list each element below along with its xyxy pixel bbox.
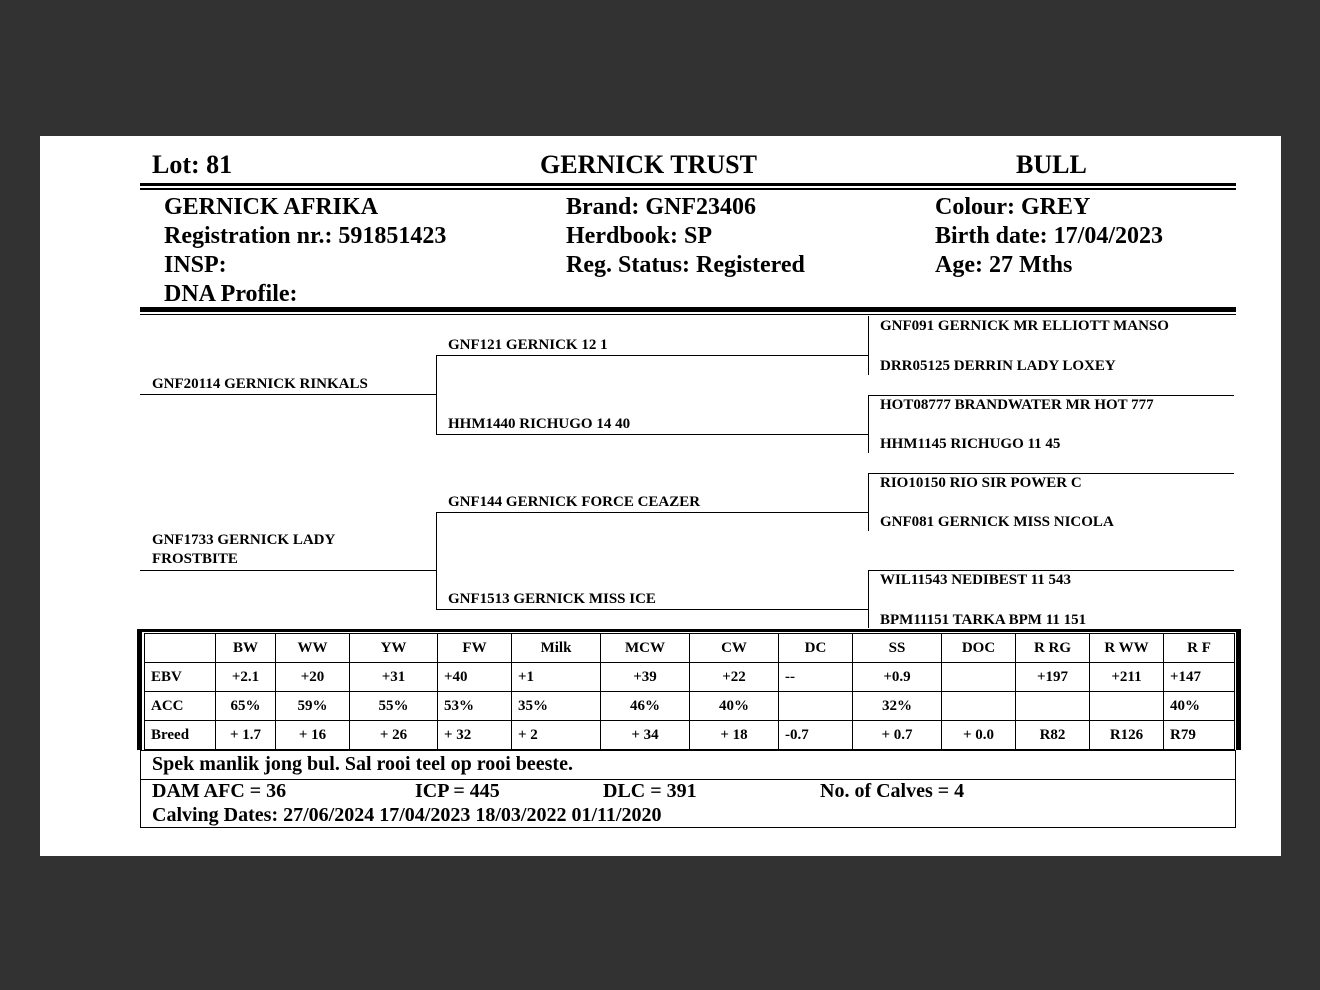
- ebv-cell: 65%: [216, 692, 276, 721]
- sd-bracket: [868, 395, 869, 453]
- dam-sire-name: GNF144 GERNICK FORCE CEAZER: [448, 494, 701, 510]
- ebv-row-label: Breed: [145, 721, 216, 750]
- ebv-cell: R79: [1164, 721, 1235, 750]
- ebv-table: [144, 633, 1235, 750]
- ebv-cell: [942, 663, 1016, 692]
- ds-line: [436, 512, 868, 513]
- ebv-cell: + 34: [601, 721, 690, 750]
- ebv-header-row: [145, 634, 1235, 663]
- ebv-cell: + 1.7: [216, 721, 276, 750]
- ebv-header-cell: DC: [779, 634, 853, 663]
- registration-number: Registration nr.: 591851423: [164, 223, 447, 249]
- lot-number: Lot: 81: [152, 150, 233, 179]
- ebv-cell: --: [779, 663, 853, 692]
- ebv-cell: 53%: [438, 692, 512, 721]
- ebv-row-label: ACC: [145, 692, 216, 721]
- insp-label: INSP:: [164, 252, 227, 278]
- icp: ICP = 445: [415, 780, 500, 802]
- ebv-cell: + 2: [512, 721, 601, 750]
- sd-line: [436, 434, 868, 435]
- ebv-header-cell: YW: [350, 634, 438, 663]
- ebv-cell: 46%: [601, 692, 690, 721]
- ebv-cell: -0.7: [779, 721, 853, 750]
- sire-sire-name: GNF121 GERNICK 12 1: [448, 337, 608, 353]
- sds-name: HOT08777 BRANDWATER MR HOT 777: [880, 397, 1154, 413]
- ebv-cell: R82: [1016, 721, 1090, 750]
- ebv-cell: [779, 692, 853, 721]
- ddd-name: BPM11151 TARKA BPM 11 151: [880, 612, 1087, 628]
- comment-text: Spek manlik jong bul. Sal rooi teel op rooi beeste.: [152, 753, 573, 775]
- ebv-cell: + 26: [350, 721, 438, 750]
- ss-bracket: [868, 316, 869, 375]
- birth-date: Birth date: 17/04/2023: [935, 223, 1163, 249]
- dam-name-line1: GNF1733 GERNICK LADY: [152, 532, 336, 548]
- ssd-name: DRR05125 DERRIN LADY LOXEY: [880, 358, 1116, 374]
- ebv-header-cell: FW: [438, 634, 512, 663]
- ebv-cell: +39: [601, 663, 690, 692]
- animal-name: GERNICK AFRIKA: [164, 194, 379, 220]
- dds-name: WIL11543 NEDIBEST 11 543: [880, 572, 1072, 588]
- ebv-cell: + 32: [438, 721, 512, 750]
- ebv-header-cell: BW: [216, 634, 276, 663]
- brand: Brand: GNF23406: [566, 194, 757, 220]
- ds-bracket: [868, 473, 869, 531]
- dam-afc: DAM AFC = 36: [152, 780, 287, 802]
- dam-line: [140, 570, 436, 571]
- comment-box: [140, 750, 1236, 780]
- ebv-row: [145, 663, 1235, 692]
- sss-name: GNF091 GERNICK MR ELLIOTT MANSO: [880, 318, 1169, 334]
- herdbook: Herdbook: SP: [566, 223, 713, 249]
- sire-name: GNF20114 GERNICK RINKALS: [152, 376, 368, 392]
- ebv-cell: + 16: [276, 721, 350, 750]
- dam-bracket: [436, 512, 437, 609]
- ebv-cell: 35%: [512, 692, 601, 721]
- dna-profile-label: DNA Profile:: [164, 281, 298, 307]
- dsd-name: GNF081 GERNICK MISS NICOLA: [880, 514, 1114, 530]
- ebv-cell: +22: [690, 663, 779, 692]
- lot-card: [40, 136, 1281, 856]
- dd-bracket: [868, 570, 869, 628]
- ebv-cell: +2.1: [216, 663, 276, 692]
- ebv-row-label: EBV: [145, 663, 216, 692]
- ebv-row: [145, 721, 1235, 750]
- ebv-cell: R126: [1090, 721, 1164, 750]
- header-rule-thin: [140, 188, 1236, 190]
- ebv-cell: + 0.0: [942, 721, 1016, 750]
- ebv-cell: 40%: [690, 692, 779, 721]
- dds-line: [868, 570, 1234, 571]
- ebv-cell: +211: [1090, 663, 1164, 692]
- ebv-header-cell: [145, 634, 216, 663]
- age: Age: 27 Mths: [935, 252, 1073, 278]
- ebv-row: [145, 692, 1235, 721]
- dlc: DLC = 391: [603, 780, 697, 802]
- ebv-header-cell: R RG: [1016, 634, 1090, 663]
- header-rule-thick: [140, 183, 1236, 186]
- ebv-cell: +147: [1164, 663, 1235, 692]
- dam-name-line2: FROSTBITE: [152, 551, 238, 567]
- ebv-cell: +40: [438, 663, 512, 692]
- ebv-cell: +197: [1016, 663, 1090, 692]
- ebv-cell: + 18: [690, 721, 779, 750]
- ebv-cell: [942, 692, 1016, 721]
- info-rule-thin: [140, 314, 1236, 315]
- sire-dam-name: HHM1440 RICHUGO 14 40: [448, 416, 631, 432]
- ebv-cell: 40%: [1164, 692, 1235, 721]
- sire-bracket: [436, 355, 437, 434]
- sire-line: [140, 394, 436, 395]
- ebv-cell: [1016, 692, 1090, 721]
- dss-line: [868, 473, 1234, 474]
- ebv-header-cell: DOC: [942, 634, 1016, 663]
- ebv-cell: +31: [350, 663, 438, 692]
- calving-dates: Calving Dates: 27/06/2024 17/04/2023 18/03/2022 01/11/2020: [152, 804, 662, 826]
- colour: Colour: GREY: [935, 194, 1091, 220]
- ebv-cell: [1090, 692, 1164, 721]
- ebv-header-cell: WW: [276, 634, 350, 663]
- ebv-header-cell: R WW: [1090, 634, 1164, 663]
- ebv-header-cell: Milk: [512, 634, 601, 663]
- ss-line: [436, 355, 868, 356]
- sds-line: [868, 395, 1234, 396]
- ebv-cell: 32%: [853, 692, 942, 721]
- ebv-header-cell: CW: [690, 634, 779, 663]
- owner-name: GERNICK TRUST: [540, 150, 757, 179]
- ebv-cell: 55%: [350, 692, 438, 721]
- sdd-name: HHM1145 RICHUGO 11 45: [880, 436, 1061, 452]
- number-of-calves: No. of Calves = 4: [820, 780, 965, 802]
- ebv-cell: +0.9: [853, 663, 942, 692]
- ebv-cell: +20: [276, 663, 350, 692]
- ebv-header-cell: R F: [1164, 634, 1235, 663]
- ebv-cell: 59%: [276, 692, 350, 721]
- dam-info-box: [140, 779, 1236, 828]
- ebv-header-cell: MCW: [601, 634, 690, 663]
- animal-sex: BULL: [1016, 150, 1087, 179]
- ebv-cell: +1: [512, 663, 601, 692]
- dd-line: [436, 609, 868, 610]
- ebv-cell: + 0.7: [853, 721, 942, 750]
- reg-status: Reg. Status: Registered: [566, 252, 805, 278]
- dss-name: RIO10150 RIO SIR POWER C: [880, 475, 1082, 491]
- ebv-header-cell: SS: [853, 634, 942, 663]
- info-rule-thick: [140, 307, 1236, 312]
- dam-dam-name: GNF1513 GERNICK MISS ICE: [448, 591, 656, 607]
